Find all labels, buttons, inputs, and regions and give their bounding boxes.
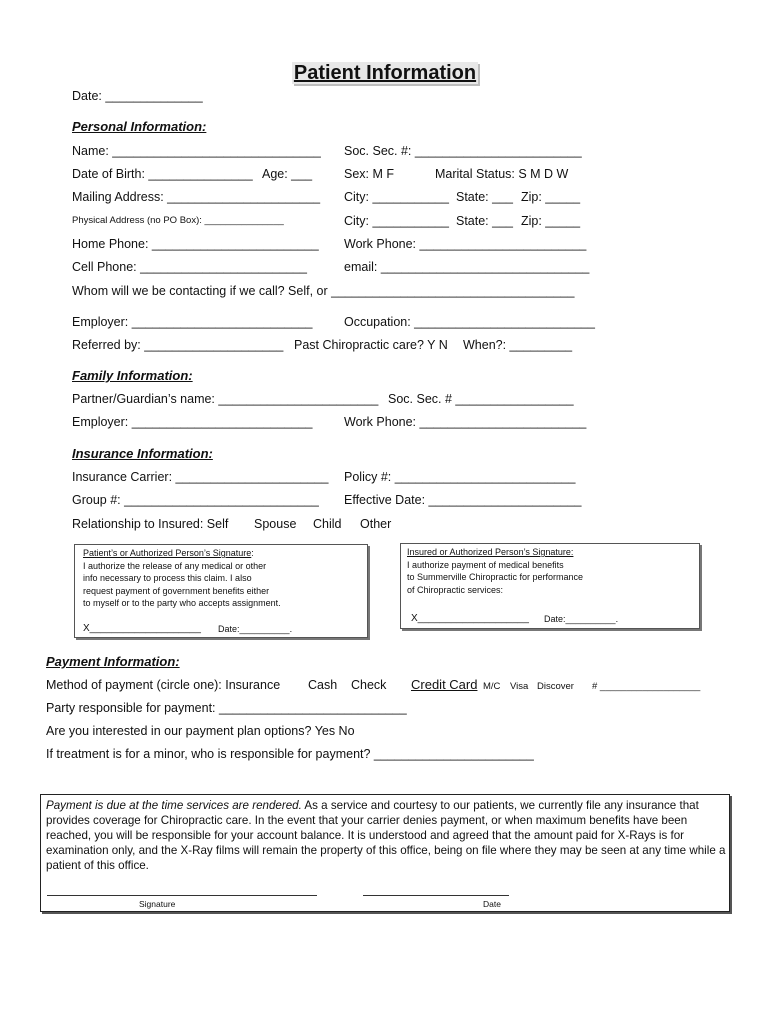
payment-plan-options[interactable]: Are you interested in our payment plan options? Yes No (46, 724, 355, 738)
payment-method-insurance-option[interactable]: Method of payment (circle one): Insurance (46, 678, 281, 692)
city-field-2[interactable]: City: ___________ (344, 214, 449, 228)
employer-field[interactable]: Employer: __________________________ (72, 315, 313, 329)
age-field[interactable]: Age: ___ (262, 167, 313, 181)
notice-date-label: Date (483, 899, 501, 909)
notice-signature-label: Signature (139, 899, 176, 909)
relationship-spouse-option[interactable]: Spouse (254, 517, 297, 531)
partner-work-phone-field[interactable]: Work Phone: ________________________ (344, 415, 587, 429)
patient-signature-x-line[interactable]: X____________________ (83, 623, 201, 634)
patient-signature-line-3: request payment of government benefits either (83, 585, 270, 596)
state-field-1[interactable]: State: ___ (456, 190, 513, 204)
policy-field[interactable]: Policy #: __________________________ (344, 470, 576, 484)
card-visa-option[interactable]: Visa (510, 681, 529, 692)
effective-date-field[interactable]: Effective Date: ______________________ (344, 493, 582, 507)
payment-cash-option[interactable]: Cash (308, 678, 338, 692)
group-field[interactable]: Group #: ____________________________ (72, 493, 319, 507)
patient-signature-heading (83, 547, 254, 560)
insured-signature-line-3: of Chiropractic services: (407, 584, 504, 595)
payment-notice-box (40, 794, 730, 912)
personal-heading: Personal Information: (72, 119, 207, 134)
insurance-heading: Insurance Information: (72, 446, 213, 461)
zip-field-2[interactable]: Zip: _____ (521, 214, 581, 228)
notice-signature-line[interactable] (47, 895, 317, 896)
partner-employer-field[interactable]: Employer: __________________________ (72, 415, 313, 429)
payment-notice-text (46, 798, 726, 873)
contact-field[interactable]: Whom will we be contacting if we call? Self, or ___________________________________ (72, 284, 575, 298)
marital-options[interactable]: Marital Status: S M D W (435, 167, 569, 181)
email-field[interactable]: email: ______________________________ (344, 260, 590, 274)
patient-signature-box (74, 544, 368, 638)
patient-signature-line-1: I authorize the release of any medical or other (83, 560, 267, 571)
dob-field[interactable]: Date of Birth: _______________ (72, 167, 253, 181)
relationship-self-option[interactable]: Relationship to Insured: Self (72, 517, 229, 531)
patient-signature-heading-colon: : (251, 548, 254, 558)
family-heading: Family Information: (72, 368, 193, 383)
insured-signature-heading: Insured or Authorized Person’s Signature: (407, 547, 574, 557)
card-number-field[interactable]: # ___________________ (592, 681, 701, 692)
card-mc-option[interactable]: M/C (483, 681, 501, 692)
page-title (0, 62, 770, 85)
occupation-field[interactable]: Occupation: __________________________ (344, 315, 595, 329)
patient-signature-line-2: info necessary to process this claim. I also (83, 573, 252, 583)
patient-signature-line-4: to myself or to the party who accepts assignment. (83, 598, 281, 608)
physical-address-field[interactable]: Physical Address (no PO Box): _______________ (72, 215, 284, 226)
notice-date-line[interactable] (363, 895, 509, 896)
insured-signature-line-1: I authorize payment of medical benefits (407, 559, 564, 570)
sex-options[interactable]: Sex: M F (344, 167, 395, 181)
work-phone-field[interactable]: Work Phone: ________________________ (344, 237, 587, 251)
referred-by-field[interactable]: Referred by: ____________________ (72, 338, 284, 352)
zip-field-1[interactable]: Zip: _____ (521, 190, 581, 204)
insured-signature-line-2: to Summerville Chiropractic for performance (407, 572, 584, 582)
patient-signature-heading-text: Patient’s or Authorized Person’s Signature (83, 548, 252, 558)
minor-responsible-field[interactable]: If treatment is for a minor, who is responsible for payment? _______________________ (46, 747, 534, 761)
partner-ssn-field[interactable]: Soc. Sec. # _________________ (388, 392, 574, 406)
insurance-carrier-field[interactable]: Insurance Carrier: ______________________ (72, 470, 329, 484)
card-discover-option[interactable]: Discover (537, 681, 574, 692)
payment-notice-body: As a service and courtesy to our patients, we currently file any insurance that provides coverage for Chiropractic care. In the event that your carrier denies payment, or when maximum benefits have been reached, you will be responsible for your account balance. It is understood and agreed that the amount paid for X-Rays is for examination only, and the X-Ray films will remain the property of this office, being on file where they may be seen at any time while a patient of this office. (46, 799, 726, 872)
past-chiro-options[interactable]: Past Chiropractic care? Y N (294, 338, 448, 352)
payment-check-option[interactable]: Check (351, 678, 387, 692)
mailing-address-field[interactable]: Mailing Address: ______________________ (72, 190, 321, 204)
when-field[interactable]: When?: _________ (463, 338, 573, 352)
cell-phone-field[interactable]: Cell Phone: ________________________ (72, 260, 307, 274)
date-field[interactable]: Date: ______________ (72, 89, 203, 103)
insured-signature-date-line[interactable]: Date:__________. (544, 614, 619, 624)
insured-signature-x-line[interactable]: X____________________ (411, 613, 529, 624)
ssn-field[interactable]: Soc. Sec. #: ________________________ (344, 144, 582, 158)
relationship-child-option[interactable]: Child (313, 517, 342, 531)
payment-notice-lead: Payment is due at the time services are rendered. (46, 799, 302, 812)
insured-signature-box (400, 543, 700, 629)
name-field[interactable]: Name: ______________________________ (72, 144, 321, 158)
city-field-1[interactable]: City: ___________ (344, 190, 449, 204)
patient-signature-date-line[interactable]: Date:__________. (218, 624, 293, 634)
page-title-text: Patient Information (293, 62, 477, 84)
relationship-other-option[interactable]: Other (360, 517, 392, 531)
state-field-2[interactable]: State: ___ (456, 214, 513, 228)
payment-heading: Payment Information: (46, 654, 180, 669)
party-responsible-field[interactable]: Party responsible for payment: ___________________________ (46, 701, 407, 715)
payment-credit-card-option[interactable]: Credit Card (411, 677, 478, 692)
partner-name-field[interactable]: Partner/Guardian’s name: _______________________ (72, 392, 379, 406)
home-phone-field[interactable]: Home Phone: ________________________ (72, 237, 319, 251)
